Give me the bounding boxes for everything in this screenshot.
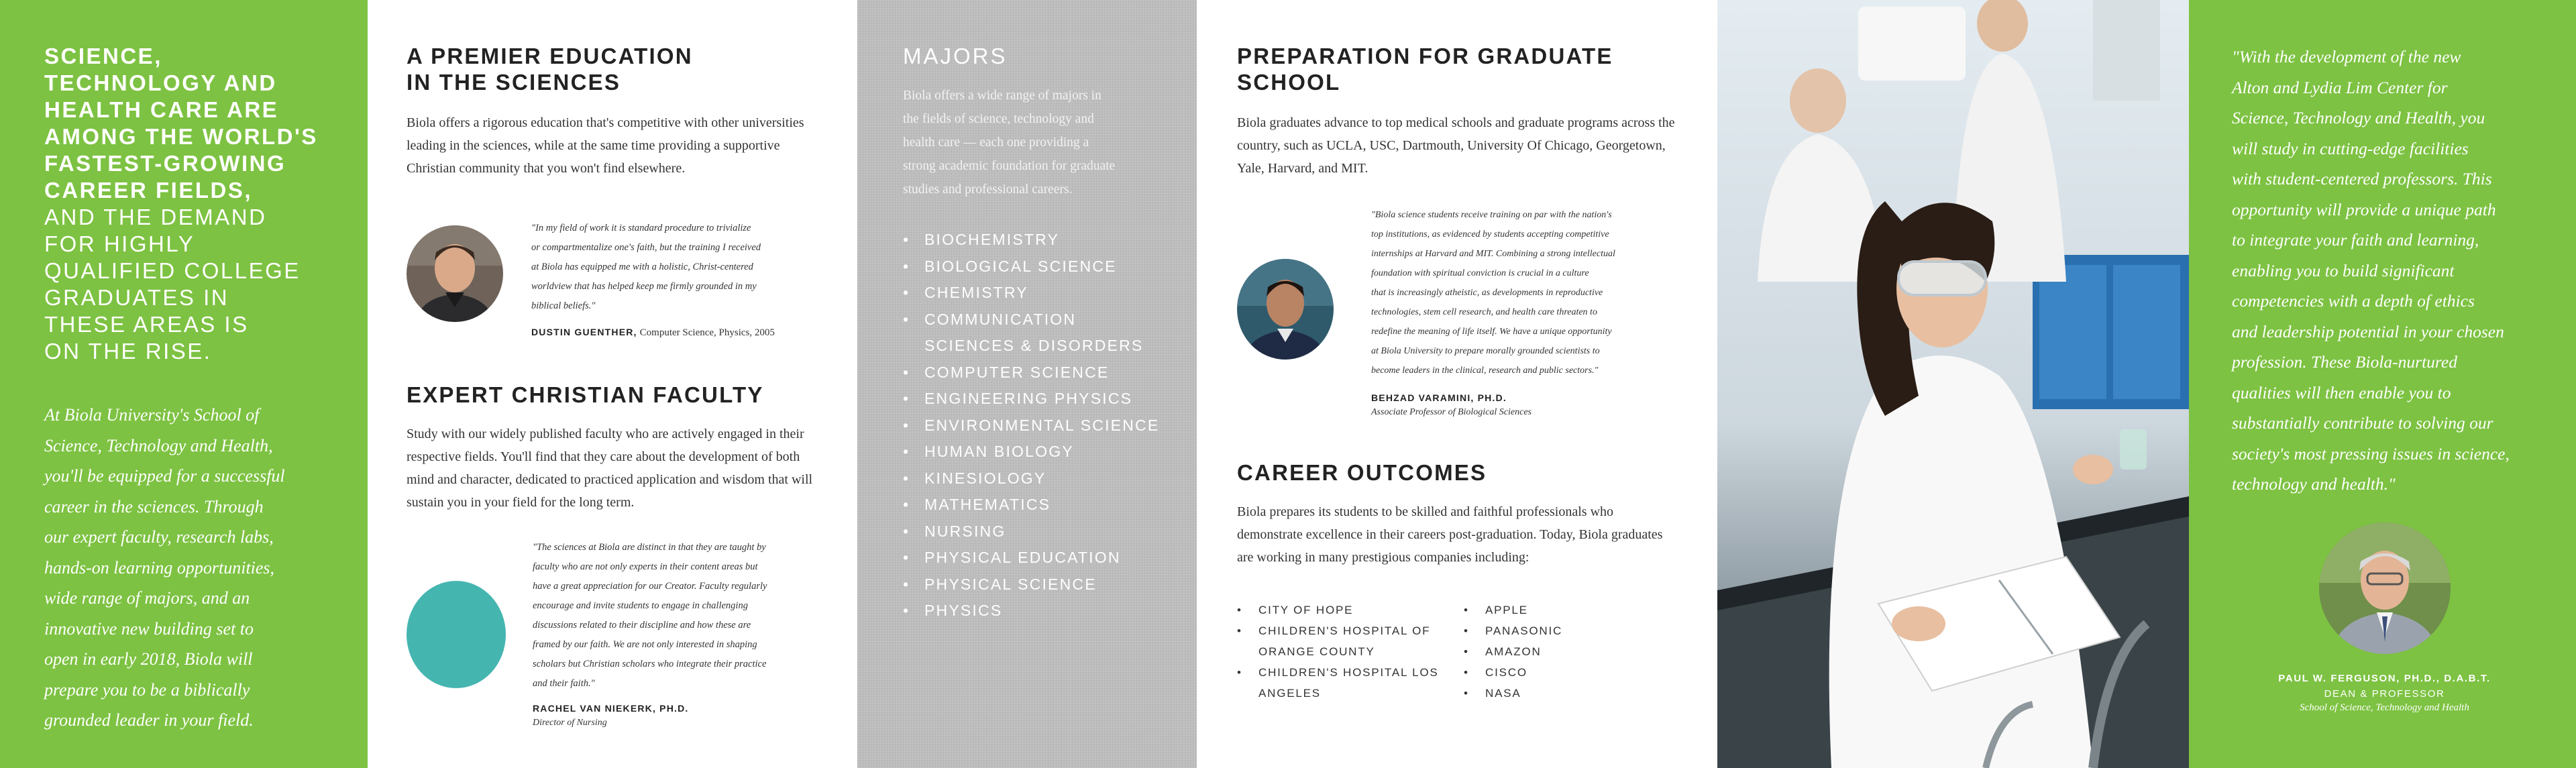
majors-intro-line: health care — each one providing a	[903, 135, 1089, 150]
career-outcomes-heading: CAREER OUTCOMES	[1237, 460, 1487, 485]
company-name: • APPLE	[1485, 604, 1528, 616]
company-name: • CHILDREN'S HOSPITAL LOS	[1258, 666, 1439, 679]
major-item	[903, 227, 1163, 254]
headline-line: AMONG THE WORLD'S	[44, 124, 318, 149]
quote-line: "The sciences at Biola are distinct in that they are taught by	[533, 542, 766, 553]
majors-intro-line: studies and professional careers.	[903, 182, 1073, 197]
dean-quote-line: opportunity will provide a unique path	[2232, 199, 2496, 219]
company-name: • PANASONIC	[1485, 624, 1563, 637]
dean-school: School of Science, Technology and Health	[2300, 702, 2469, 713]
major-label: PHYSICAL EDUCATION	[924, 549, 1121, 566]
quote1-detail: Computer Science, Physics, 2005	[639, 327, 775, 338]
majors-heading: MAJORS	[903, 44, 1008, 68]
headline-line: TECHNOLOGY AND	[44, 70, 277, 95]
company-name: • AMAZON	[1485, 645, 1542, 658]
premier-education-body: Biola offers a rigorous education that's competitive with other universities leading in the sciences, while at the same time providing a supportive Christian community that you won't find elsewhere.	[407, 115, 804, 176]
avatar-paul-ferguson	[2319, 523, 2451, 654]
intro-line: innovative new building set to	[44, 618, 254, 639]
intro-line: our expert faculty, research labs,	[44, 527, 274, 547]
major-label: BIOLOGICAL SCIENCE	[924, 257, 1117, 275]
major-item	[903, 465, 1163, 492]
quote-line: become leaders in the clinical, research and public sectors."	[1371, 366, 1599, 376]
graduate-school-body: Biola graduates advance to top medical schools and graduate programs across the country, such as UCLA, USC, Dartmouth, University Of Chicago, Georgetown, Yale, Harvard, and MIT.	[1237, 115, 1675, 176]
major-item	[903, 386, 1163, 413]
majors-panel	[857, 0, 1197, 768]
dean-quote	[2232, 42, 2537, 500]
quote-line: top institutions, as evidenced by students accepting competitive	[1371, 229, 1609, 239]
headline-line: QUALIFIED COLLEGE	[44, 258, 301, 283]
avatar-dustin-guenther	[407, 225, 503, 322]
faculty-quote	[407, 538, 820, 728]
company-name: • CITY OF HOPE	[1258, 604, 1354, 616]
professor-quote	[1237, 205, 1677, 418]
majors-list	[903, 227, 1163, 624]
dean-signature	[2232, 523, 2537, 714]
dean-quote-line: technology and health."	[2232, 474, 2396, 494]
major-item	[903, 254, 1163, 280]
headline-line: SCIENCE,	[44, 44, 162, 68]
quote-line: redefine the meaning of life itself. We have a unique opportunity	[1371, 327, 1612, 337]
company-name: • CHILDREN'S HOSPITAL OF	[1258, 624, 1431, 637]
dean-quote-line: substantially contribute to solving our	[2232, 413, 2493, 433]
quote1-name: DUSTIN GUENTHER,	[531, 327, 637, 337]
company-item	[1237, 620, 1464, 662]
dean-quote-line: Alton and Lydia Lim Center for	[2232, 77, 2448, 97]
intro-line: prepare you to be a biblically	[44, 679, 250, 700]
major-label: ENGINEERING PHYSICS	[924, 390, 1133, 407]
major-label: COMPUTER SCIENCE	[924, 363, 1110, 381]
major-item	[903, 492, 1163, 518]
quote-line: biblical beliefs."	[531, 300, 596, 311]
quote-line: framed by our faith. We are not only interested in shaping	[533, 639, 757, 650]
major-item	[903, 571, 1163, 598]
major-item	[903, 439, 1163, 465]
dean-name: PAUL W. FERGUSON, PH.D., D.A.B.T.	[2278, 672, 2491, 684]
quote-line: scholars but Christian scholars who integrate their practice	[533, 659, 767, 669]
quote-line: faculty who are not only experts in their content areas but	[533, 561, 758, 572]
dean-quote-line: enabling you to build significant	[2232, 260, 2455, 280]
major-label: PHYSICAL SCIENCE	[924, 575, 1097, 593]
expert-faculty-body: Study with our widely published faculty who are actively engaged in their respective fields. You'll find that they care about the development of both mind and character, dedicated to practiced application and wisdom that will sustain you in your field for the long term.	[407, 427, 813, 510]
headline-line: FASTEST-GROWING	[44, 151, 286, 176]
avatar-behzad-varamini	[1237, 259, 1334, 360]
headline-line: HEALTH CARE ARE	[44, 97, 279, 122]
dean-quote-line: competencies with a depth of ethics	[2232, 291, 2475, 311]
quote-line: "Biola science students receive training on par with the nation's	[1371, 210, 1612, 220]
dean-quote-line: "With the development of the new	[2232, 47, 2461, 66]
dean-quote-panel	[2189, 0, 2576, 768]
premier-education-heading	[407, 43, 820, 95]
headline-line: AND THE DEMAND	[44, 205, 267, 229]
company-item	[1464, 620, 1562, 641]
major-label: KINESIOLOGY	[924, 469, 1046, 487]
graduate-school-heading	[1237, 43, 1677, 95]
quote-line: at Biola has equipped me with a holistic, Christ-centered	[531, 262, 753, 272]
intro-headline	[44, 43, 323, 365]
heading-line: PREPARATION FOR GRADUATE	[1237, 44, 1613, 68]
company-item	[1464, 662, 1562, 683]
graduate-panel	[1197, 0, 1717, 768]
intro-line: At Biola University's School of	[44, 405, 260, 425]
expert-faculty-heading: EXPERT CHRISTIAN FACULTY	[407, 382, 764, 407]
quote-line: technologies, stem cell research, and health care threaten to	[1371, 307, 1597, 317]
headline-line: GRADUATES IN	[44, 285, 229, 310]
quote-line: and their faith."	[533, 678, 595, 689]
majors-intro-line: the fields of science, technology and	[903, 112, 1094, 126]
quote-line: have a great appreciation for our Creator. Faculty regularly	[533, 581, 767, 592]
headline-line: CAREER FIELDS,	[44, 178, 253, 203]
headline-line: ON THE RISE.	[44, 339, 212, 364]
intro-line: you'll be equipped for a successful	[44, 466, 285, 486]
companies-list	[1237, 600, 1677, 704]
major-item	[903, 360, 1163, 386]
companies-column-a	[1237, 600, 1464, 704]
company-item	[1464, 683, 1562, 704]
headline-line: THESE AREAS IS	[44, 312, 249, 337]
dean-quote-line: and leadership potential in your chosen	[2232, 321, 2504, 341]
major-item	[903, 518, 1163, 545]
company-name: ORANGE COUNTY	[1258, 645, 1375, 658]
major-item	[903, 413, 1163, 439]
major-label: MATHEMATICS	[924, 496, 1051, 513]
headline-line: FOR HIGHLY	[44, 231, 195, 256]
major-label: COMMUNICATION	[924, 310, 1077, 328]
major-item	[903, 545, 1163, 571]
intro-panel	[0, 0, 368, 768]
alumni-quote	[407, 219, 820, 339]
heading-line: SCHOOL	[1237, 70, 1341, 95]
intro-line: career in the sciences. Through	[44, 496, 264, 516]
quote-line: foundation with spiritual conviction is crucial in a culture	[1371, 268, 1589, 278]
dean-quote-line: with student-centered professors. This	[2232, 169, 2492, 188]
quote3-role: Associate Professor of Biological Sciences	[1371, 407, 1532, 417]
dean-quote-line: Science, Technology and Health, you	[2232, 108, 2485, 127]
heading-line: A PREMIER EDUCATION	[407, 44, 693, 68]
major-label: PHYSICS	[924, 602, 1003, 619]
quote-line: or compartmentalize one's faith, but the training I received	[531, 242, 761, 253]
major-label-cont: SCIENCES & DISORDERS	[924, 337, 1144, 354]
intro-line: hands-on learning opportunities,	[44, 557, 275, 578]
companies-column-b	[1464, 600, 1562, 704]
dean-quote-line: profession. These Biola-nurtured	[2232, 352, 2457, 372]
quote3-name: BEHZAD VARAMINI, PH.D.	[1371, 392, 1507, 403]
dean-quote-line: qualities will then enable you to	[2232, 382, 2451, 402]
company-name: • NASA	[1485, 687, 1521, 700]
quote-line: "In my field of work it is standard procedure to trivialize	[531, 223, 751, 233]
company-item	[1464, 641, 1562, 662]
quote-line: discussions related to their discipline and how these are	[533, 620, 751, 630]
quote-line: that is increasingly atheistic, as developments in reproductive	[1371, 288, 1603, 298]
lab-photo	[1717, 0, 2189, 768]
heading-line: IN THE SCIENCES	[407, 70, 621, 95]
education-panel	[368, 0, 857, 768]
intro-paragraph	[44, 400, 323, 736]
company-name: ANGELES	[1258, 687, 1321, 700]
lab-student-illustration	[1717, 0, 2189, 768]
career-outcomes-body: Biola prepares its students to be skilled and faithful professionals who demonstrate excellence in their careers post-graduation. Today, Biola graduates are working in many prestigious companies including:	[1237, 504, 1663, 565]
majors-intro-line: strong academic foundation for graduate	[903, 159, 1116, 173]
quote-line: worldview that has helped keep me firmly grounded in my	[531, 281, 757, 292]
major-item	[903, 280, 1163, 307]
major-label: HUMAN BIOLOGY	[924, 443, 1074, 460]
intro-line: wide range of majors, and an	[44, 588, 250, 608]
dean-quote-line: will study in cutting-edge facilities	[2232, 138, 2469, 158]
quote-line: at Biola University to prepare morally grounded scientists to	[1371, 346, 1600, 356]
major-label: ENVIRONMENTAL SCIENCE	[924, 416, 1160, 434]
major-label: CHEMISTRY	[924, 284, 1028, 301]
quote2-role: Director of Nursing	[533, 718, 607, 728]
major-label: NURSING	[924, 522, 1006, 540]
company-item	[1237, 600, 1464, 620]
company-item	[1464, 600, 1562, 620]
quote2-name: RACHEL VAN NIEKERK, PH.D.	[533, 703, 689, 714]
dean-quote-line: society's most pressing issues in science,	[2232, 443, 2510, 463]
majors-intro-line: Biola offers a wide range of majors in	[903, 89, 1102, 103]
dean-title: DEAN & PROFESSOR	[2324, 688, 2445, 700]
majors-intro	[903, 84, 1163, 201]
intro-line: grounded leader in your field.	[44, 710, 254, 730]
intro-line: Science, Technology and Health,	[44, 435, 273, 455]
company-name: • CISCO	[1485, 666, 1527, 679]
major-item	[903, 307, 1163, 360]
intro-line: open in early 2018, Biola will	[44, 649, 253, 669]
quote-line: internships at Harvard and MIT. Combining a strong intellectual	[1371, 249, 1615, 259]
company-item	[1237, 662, 1464, 704]
major-label: BIOCHEMISTRY	[924, 231, 1060, 248]
dean-quote-line: to integrate your faith and learning,	[2232, 230, 2479, 250]
major-item	[903, 598, 1163, 624]
quote-line: encourage and invite students to engage in challenging	[533, 600, 748, 611]
teal-circle	[407, 581, 506, 688]
